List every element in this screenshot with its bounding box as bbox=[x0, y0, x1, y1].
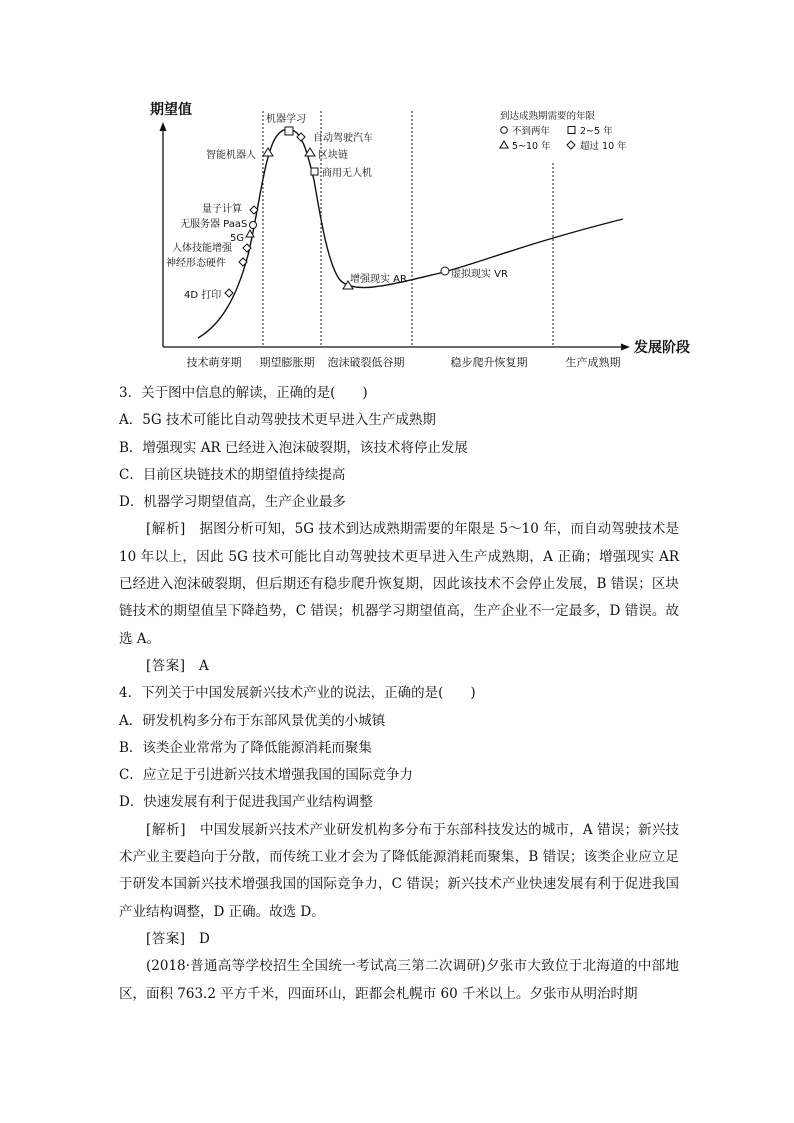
phase-label: 稳步爬升恢复期 bbox=[450, 356, 528, 369]
diamond-icon bbox=[225, 289, 233, 297]
option-a: A．5G 技术可能比自动驾驶技术更早进入生产成熟期 bbox=[119, 412, 436, 429]
x-axis-label: 发展阶段 bbox=[634, 340, 690, 356]
tech-label: 自动驾驶汽车 bbox=[313, 133, 373, 144]
triangle-icon bbox=[263, 148, 273, 156]
square-icon bbox=[568, 127, 575, 134]
y-axis-label: 期望值 bbox=[150, 102, 192, 118]
analysis-text: 据图分析可知，5G 技术到达成熟期需要的年限是 5～10 年，而自动驾驶技术是 10 年以上，因此 5G 技术可能比自动驾驶技术更早进入生产成熟期，A 正确；增强现实 AR 已经进入泡沫破裂期，但后期还有稳步爬升恢复期，因此该技术不会停止发展，B 错误；区块链技术的期望值呈下降趋势，C 错误；机器学习期望值高，生产企业不一定最多，D 错误。故选 A。 bbox=[119, 521, 680, 647]
option-a: A．研发机构多分布于东部风景优美的小城镇 bbox=[119, 712, 386, 729]
option-d: D．机器学习期望值高，生产企业最多 bbox=[119, 494, 346, 511]
x-axis-arrow bbox=[621, 344, 630, 351]
answer-line bbox=[119, 653, 679, 680]
tech-label: 4D 打印 bbox=[184, 290, 222, 301]
question-content bbox=[119, 380, 679, 1008]
phase-label: 期望膨胀期 bbox=[259, 356, 315, 369]
legend-label: 超过 10 年 bbox=[580, 141, 627, 152]
hype-cycle-figure bbox=[140, 95, 700, 375]
legend-title: 到达成熟期需要的年限 bbox=[500, 111, 596, 122]
tech-label: 无服务器 PaaS bbox=[180, 219, 248, 230]
square-icon bbox=[311, 168, 318, 175]
option-b: B．该类企业常常为了降低能源消耗而聚集 bbox=[119, 739, 372, 756]
circle-icon bbox=[441, 267, 449, 275]
diamond-icon bbox=[567, 141, 575, 149]
tech-label: 神经形态硬件 bbox=[166, 258, 226, 269]
option-c: C．应立足于引进新兴技术增强我国的国际竞争力 bbox=[119, 767, 413, 784]
answer-tag: [答案] bbox=[146, 930, 186, 947]
tech-label: 智能机器人 bbox=[206, 150, 256, 161]
triangle-icon bbox=[500, 141, 508, 148]
question-stem: 3．关于图中信息的解读，正确的是( ) bbox=[119, 385, 368, 401]
option-c: C．目前区块链技术的期望值持续提高 bbox=[119, 466, 346, 483]
question-stem: 4．下列关于中国发展新兴技术产业的说法，正确的是( ) bbox=[119, 685, 476, 702]
legend-label: 不到两年 bbox=[512, 126, 551, 137]
tech-label: 商用无人机 bbox=[322, 168, 372, 179]
analysis-paragraph bbox=[119, 516, 679, 652]
answer-line bbox=[119, 926, 679, 953]
option-d: D．快速发展有利于促进我国产业结构调整 bbox=[119, 794, 373, 811]
analysis-text: 中国发展新兴技术产业研发机构多分布于东部科技发达的城市，A 错误；新兴技术产业主要趋向于分散，而传统工业才会为了降低能源消耗而聚集，B 错误；该类企业应立足于研发本国新兴技术增强我国的国际竞争力，C 错误；新兴技术产业快速发展有利于促进我国产业结构调整，D 正确。故选 D。 bbox=[119, 821, 679, 920]
square-icon bbox=[285, 127, 293, 135]
tech-label: 增强现实 AR bbox=[350, 274, 407, 285]
tech-label: 区块链 bbox=[318, 150, 348, 161]
analysis-tag: [解析] bbox=[146, 521, 186, 538]
answer-value: A bbox=[199, 657, 209, 674]
circle-icon bbox=[250, 222, 257, 229]
analysis-tag: [解析] bbox=[146, 821, 187, 838]
phase-label: 泡沫破裂低谷期 bbox=[327, 356, 405, 369]
hype-curve bbox=[198, 129, 623, 338]
phase-label: 技术萌芽期 bbox=[186, 356, 242, 369]
phase-label: 生产成熟期 bbox=[565, 356, 621, 369]
y-axis-arrow bbox=[160, 122, 167, 131]
answer-tag: [答案] bbox=[146, 657, 186, 674]
tech-label: 人体技能增强 bbox=[172, 243, 232, 254]
analysis-paragraph bbox=[119, 817, 679, 926]
tech-label: 虚拟现实 VR bbox=[451, 269, 508, 280]
option-b: B．增强现实 AR 已经进入泡沫破裂期，该技术将停止发展 bbox=[119, 439, 468, 456]
circle-icon bbox=[501, 127, 508, 134]
tech-label: 量子计算 bbox=[202, 204, 242, 215]
tech-label: 机器学习 bbox=[266, 114, 306, 125]
tech-label: 5G bbox=[230, 233, 245, 244]
answer-value: D bbox=[199, 930, 210, 947]
legend-label: 5~10 年 bbox=[512, 141, 551, 152]
legend-label: 2~5 年 bbox=[580, 126, 613, 137]
passage-paragraph: (2018·普通高等学校招生全国统一考试高三第二次调研)夕张市大致位于北海道的中部地区，面积 763.2 平方千米，四面环山，距都会札幌市 60 千米以上。夕张市从明治时期 bbox=[119, 958, 679, 1002]
